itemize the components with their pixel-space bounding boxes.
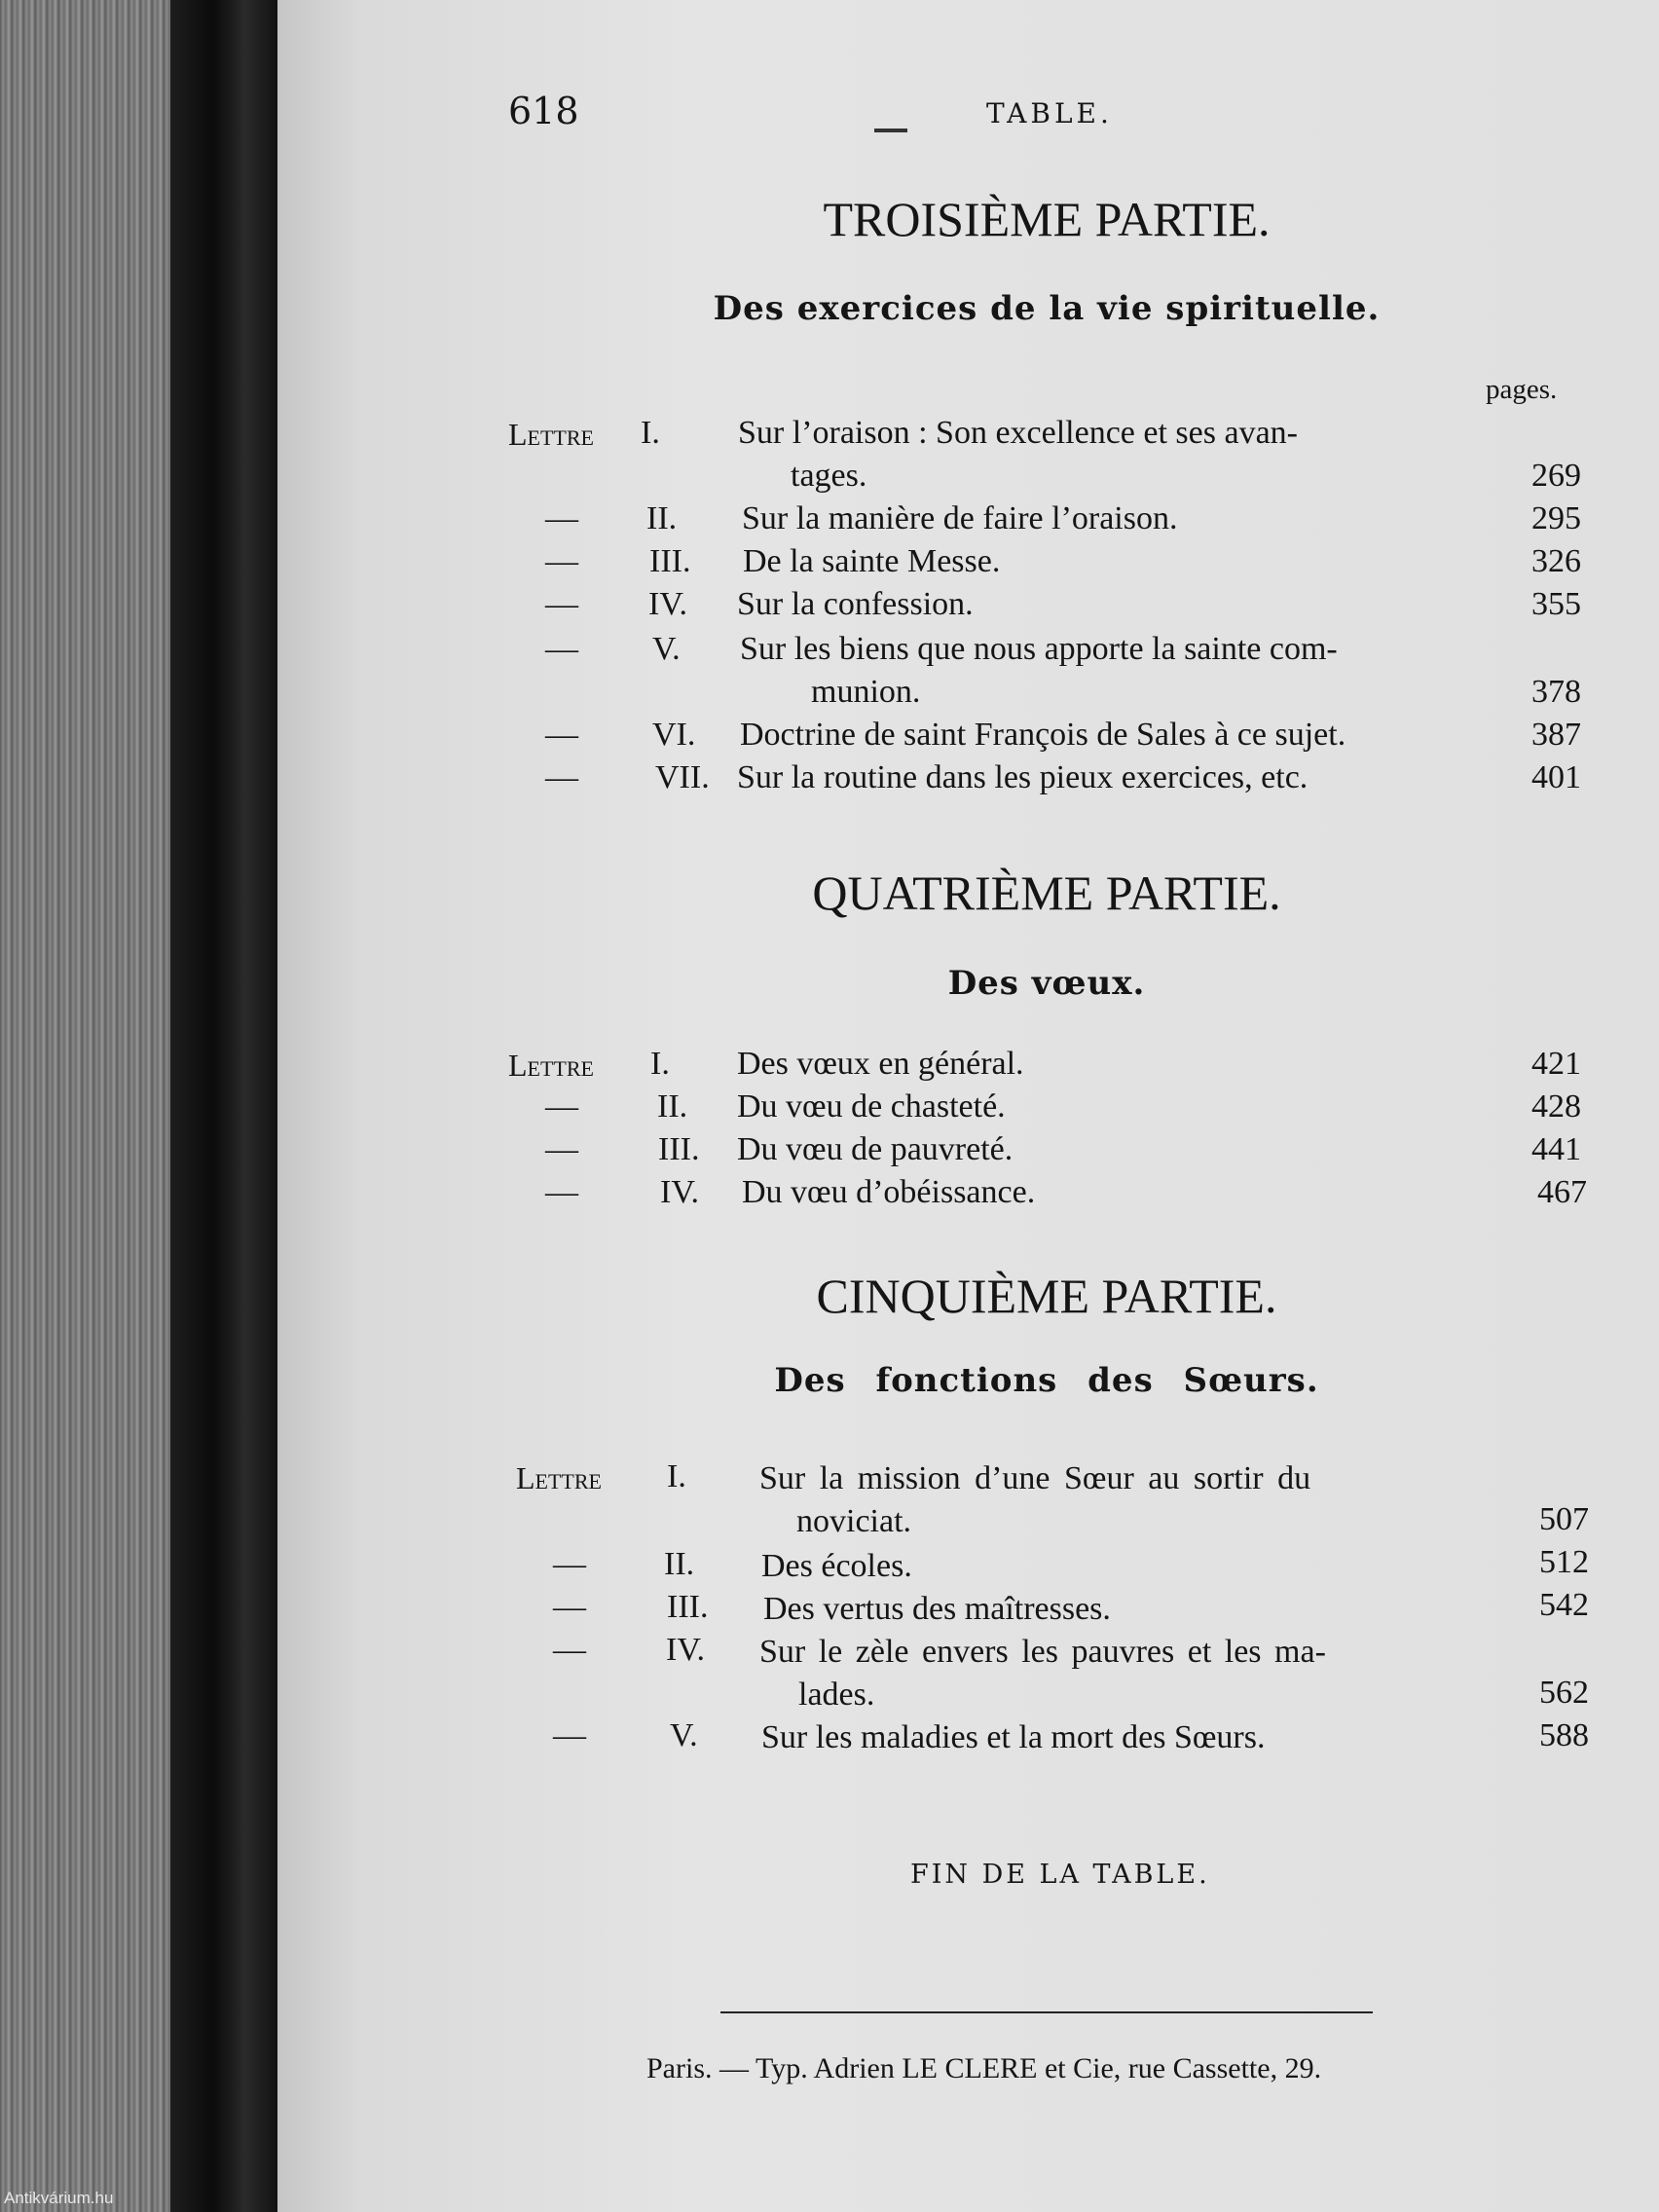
part-subtitle: Des fonctions des Sœurs. [774,1361,1319,1400]
entry-text-cont: munion. [811,674,921,710]
entry-page: 355 [1531,586,1581,622]
entry-roman: III. [649,543,691,579]
entry-prefix: — [545,717,578,753]
entry-roman: II. [657,1088,688,1124]
entry-text-cont: tages. [791,458,867,494]
entry-text: Des écoles. [761,1548,912,1584]
entry-text: Sur les maladies et la mort des Sœurs. [761,1719,1266,1755]
entry-roman: V. [652,631,681,667]
footer-rule [720,2011,1373,2013]
entry-prefix: — [553,1589,586,1625]
part-title: QUATRIÈME PARTIE. [812,866,1281,920]
entry-prefix: — [545,759,578,795]
entry-roman: IV. [660,1174,699,1210]
part-title: CINQUIÈME PARTIE. [816,1269,1277,1323]
entry-prefix: — [545,1131,578,1167]
entry-text: Sur l’oraison : Son excellence et ses avan- [738,415,1298,451]
entry-text: Des vertus des maîtresses. [763,1591,1111,1627]
entry-roman: III. [658,1131,700,1167]
entry-text: Du vœu d’obéissance. [742,1174,1036,1210]
entry-text: Du vœu de chasteté. [737,1088,1006,1124]
entry-page: 562 [1539,1675,1589,1711]
page-number: 618 [508,90,579,132]
entry-text: Des vœux en général. [737,1046,1024,1082]
entry-text: Du vœu de pauvreté. [737,1131,1014,1167]
header-ornament [874,129,907,132]
entry-text: Doctrine de saint François de Sales à ce sujet. [740,717,1346,753]
entry-prefix: — [545,543,578,579]
entry-roman: VII. [655,759,710,795]
entry-roman: I. [641,415,660,451]
entry-page: 421 [1531,1046,1581,1082]
entry-roman: IV. [648,586,687,622]
end-of-table-label: FIN DE LA TABLE. [910,1860,1210,1890]
entry-roman: III. [667,1589,709,1625]
entry-prefix: — [545,631,578,667]
entry-page: 401 [1531,759,1581,795]
entry-prefix: Lettre [508,1048,594,1083]
book-spine [170,0,277,2212]
entry-prefix: — [553,1632,586,1668]
entry-roman: I. [667,1458,686,1494]
printer-imprint: Paris. — Typ. Adrien LE CLERE et Cie, rue Cassette, 29. [646,2052,1322,2084]
entry-page: 269 [1531,458,1581,494]
entry-prefix: — [553,1546,586,1582]
entry-prefix: Lettre [516,1460,602,1495]
entry-text: Sur la routine dans les pieux exercices, etc. [737,759,1309,795]
pages-column-label: pages. [1486,374,1558,405]
entry-page: 588 [1539,1717,1589,1753]
part-subtitle: Des exercices de la vie spirituelle. [713,289,1381,328]
watermark: Antikvárium.hu [4,2189,114,2207]
entry-prefix: Lettre [508,417,594,452]
entry-page: 441 [1531,1131,1581,1167]
entry-page: 542 [1539,1587,1589,1623]
running-header: TABLE. [986,97,1113,129]
entry-text: Sur la confession. [737,586,974,622]
entry-text: Sur les biens que nous apporte la sainte com- [740,631,1338,667]
entry-page: 467 [1537,1174,1587,1210]
entry-prefix: — [545,500,578,536]
entry-prefix: — [545,1174,578,1210]
entry-roman: I. [650,1046,670,1082]
entry-text: Sur le zèle envers les pauvres et les ma- [759,1634,1326,1670]
entry-text-cont: lades. [798,1677,875,1713]
entry-text: De la sainte Messe. [743,543,1001,579]
entry-roman: IV. [666,1632,705,1668]
entry-page: 378 [1531,674,1581,710]
entry-text: Sur la manière de faire l’oraison. [742,500,1178,536]
entry-roman: II. [664,1546,695,1582]
entry-page: 387 [1531,717,1581,753]
entry-page: 428 [1531,1088,1581,1124]
entry-page: 295 [1531,500,1581,536]
entry-roman: VI. [652,717,696,753]
entry-text: Sur la mission d’une Sœur au sortir du [759,1460,1311,1496]
entry-roman: V. [670,1717,698,1753]
entry-prefix: — [545,586,578,622]
part-title: TROISIÈME PARTIE. [823,192,1271,246]
entry-page: 512 [1539,1544,1589,1580]
entry-text-cont: noviciat. [796,1503,912,1539]
part-subtitle: Des vœux. [947,964,1146,1003]
entry-roman: II. [646,500,678,536]
entry-page: 326 [1531,543,1581,579]
entry-page: 507 [1539,1501,1589,1537]
background-surface [0,0,170,2212]
entry-prefix: — [553,1717,586,1753]
entry-prefix: — [545,1088,578,1124]
